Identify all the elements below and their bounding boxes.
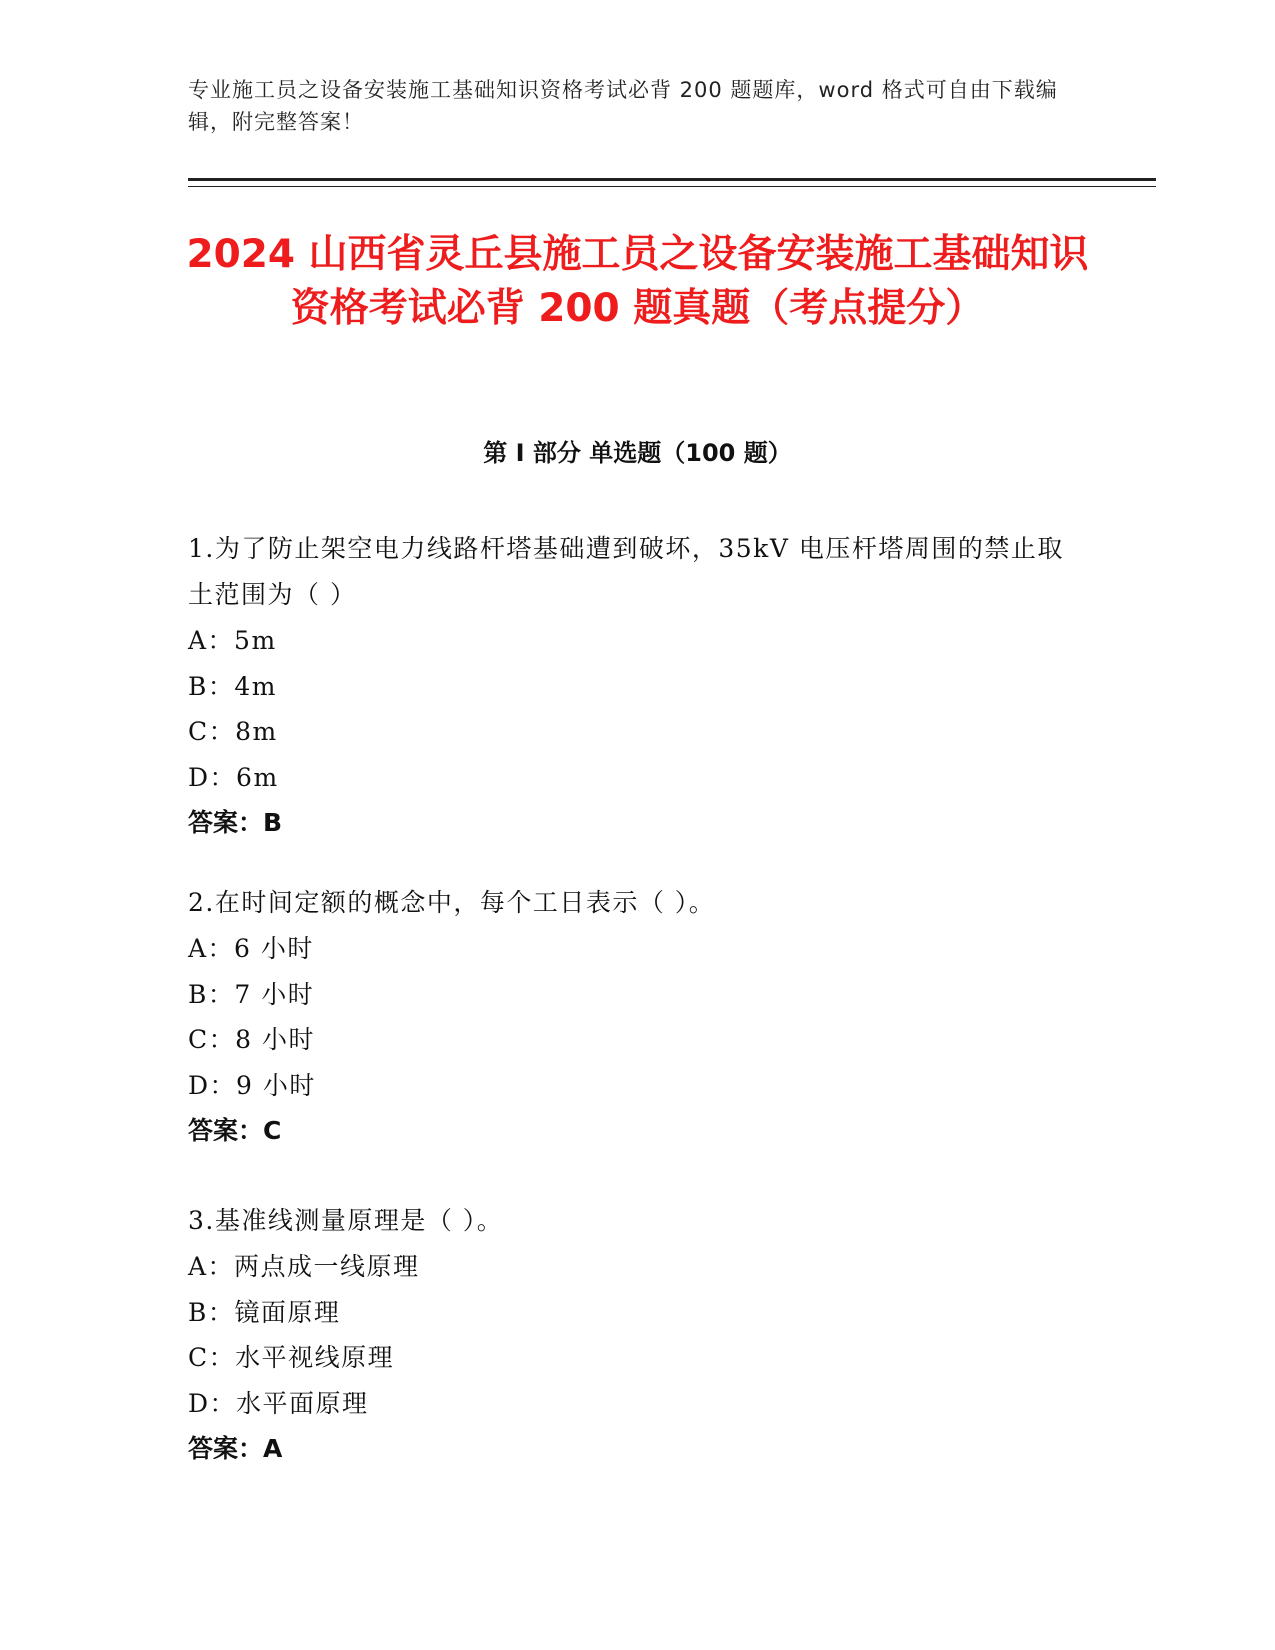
- option-d: D：6m: [188, 762, 279, 792]
- section-title: 第 I 部分 单选题（100 题）: [483, 439, 792, 467]
- option-d: D：水平面原理: [188, 1388, 369, 1418]
- header-note: 专业施工员之设备安装施工基础知识资格考试必背 200 题题库，word 格式可自由下载编辑，附完整答案！: [188, 78, 1058, 134]
- option-a: A：两点成一线原理: [188, 1252, 420, 1281]
- question-3: [188, 1198, 1088, 1472]
- option-b: B：镜面原理: [188, 1297, 341, 1327]
- header-divider-thick: [188, 178, 1156, 181]
- question-stem: 3.基准线测量原理是（ ）。: [188, 1206, 504, 1235]
- option-c: C：8m: [188, 717, 278, 746]
- question-1: [188, 526, 1088, 846]
- question-2: [188, 880, 1088, 1154]
- option-b: B：7 小时: [188, 979, 315, 1009]
- answer: 答案：A: [188, 1434, 283, 1463]
- option-d: D：9 小时: [188, 1070, 316, 1100]
- header-divider-thin: [188, 186, 1156, 187]
- answer: 答案：C: [188, 1116, 282, 1145]
- question-stem: 1.为了防止架空电力线路杆塔基础遭到破坏，35kV 电压杆塔周围的禁止取土范围为（ ）: [188, 534, 1064, 609]
- question-stem: 2.在时间定额的概念中，每个工日表示（ ）。: [188, 888, 716, 917]
- option-a: A：5m: [188, 626, 277, 655]
- option-b: B：4m: [188, 671, 277, 701]
- option-c: C：8 小时: [188, 1025, 315, 1054]
- option-c: C：水平视线原理: [188, 1343, 395, 1372]
- answer: 答案：B: [188, 808, 283, 837]
- document-title: 2024 山西省灵丘县施工员之设备安装施工基础知识资格考试必背 200 题真题（考点提分）: [186, 232, 1089, 331]
- option-a: A：6 小时: [188, 934, 314, 963]
